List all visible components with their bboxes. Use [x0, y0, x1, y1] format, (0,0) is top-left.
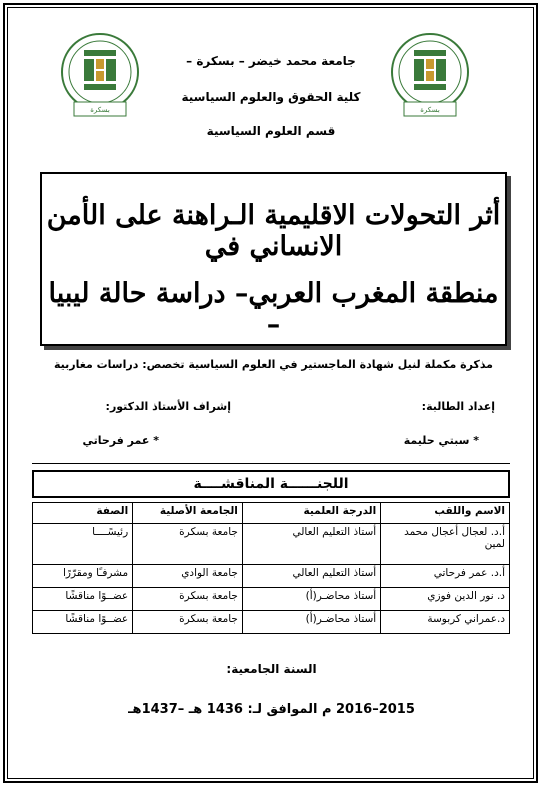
- member-role: رئيسًــــا: [33, 524, 133, 565]
- member-degree: أستاذ التعليم العالي: [242, 565, 380, 588]
- logo-caption: بسكرة: [420, 106, 440, 114]
- committee-header-row: [33, 503, 510, 524]
- member-name: أ.د. لعجال أعجال محمد لمين: [381, 524, 510, 565]
- member-degree: أستاذ محاضـر(أ): [242, 611, 380, 634]
- supervisor-name: * عمر فرحاتي: [82, 434, 159, 447]
- table-row: [33, 588, 510, 611]
- supervisor-label: إشراف الأستاذ الدكتور:: [105, 400, 231, 413]
- thesis-title-line-2: منطقة المغرب العربي– دراسة حالة ليبيا –: [48, 278, 499, 340]
- member-university: جامعة بسكرة: [133, 588, 243, 611]
- thesis-title-line-1: أثر التحولات الاقليمية الـراهنة على الأمن الانساني في: [46, 200, 501, 262]
- committee-title: اللجنــــــة المناقشــــة: [32, 470, 510, 498]
- faculty-name: كلية الحقوق والعلوم السياسية: [181, 90, 361, 104]
- table-row: [33, 565, 510, 588]
- member-degree: أستاذ التعليم العالي: [242, 524, 380, 565]
- member-role: عضــوًا مناقشًا: [33, 588, 133, 611]
- col-header-degree: الدرجة العلمية: [242, 503, 380, 524]
- student-name: * سبتي حليمة: [403, 434, 479, 447]
- member-name: د. نور الدين فوزي: [381, 588, 510, 611]
- col-header-role: الصفة: [33, 503, 133, 524]
- prepared-by-label: إعداد الطالبة:: [421, 400, 495, 413]
- university-logo-right: [390, 26, 470, 126]
- member-university: جامعة بسكرة: [133, 524, 243, 565]
- committee-table: [32, 502, 510, 634]
- table-row: [33, 524, 510, 565]
- academic-year-label: السنة الجامعية:: [226, 662, 317, 676]
- col-header-name: الاسم واللقب: [381, 503, 510, 524]
- logo-caption: بسكرة: [90, 106, 110, 114]
- member-role: عضــوًا مناقشًا: [33, 611, 133, 634]
- thesis-title-box: [40, 172, 507, 346]
- thesis-subtitle: مذكرة مكملة لنيل شهادة الماجستير في العلوم السياسية تخصص: دراسات مغاربية: [54, 358, 493, 371]
- department-name: قسم العلوم السياسية: [206, 124, 336, 138]
- member-name: أ.د. عمر فرحاتي: [381, 565, 510, 588]
- table-row: [33, 611, 510, 634]
- university-name: جامعة محمد خيضر – بسكرة –: [186, 54, 356, 68]
- member-university: جامعة بسكرة: [133, 611, 243, 634]
- col-header-university: الجامعة الأصلية: [133, 503, 243, 524]
- member-university: جامعة الوادي: [133, 565, 243, 588]
- member-name: د.عمراني كربوسة: [381, 611, 510, 634]
- academic-year: 2015–2016 م الموافق لـ: 1436 هـ –1437هـ: [128, 702, 415, 717]
- university-logo-left: [60, 26, 140, 126]
- member-degree: أستاذ محاضـر(أ): [242, 588, 380, 611]
- divider: [32, 463, 510, 464]
- member-role: مشرفـًا ومقرّرًا: [33, 565, 133, 588]
